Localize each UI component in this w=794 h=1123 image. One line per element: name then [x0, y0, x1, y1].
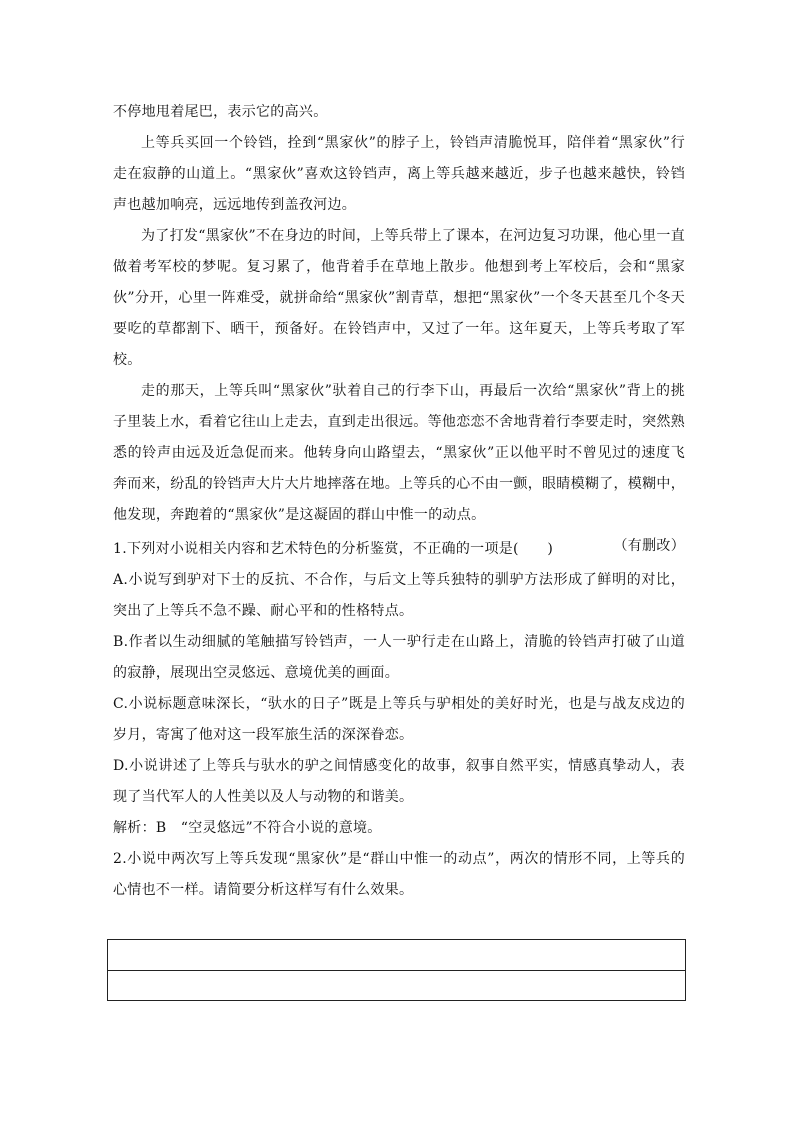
story-paragraph-2: 为了打发“黑家伙”不在身边的时间，上等兵带上了课本，在河边复习功课，他心里一直做着考军校的梦呢。复习累了，他背着手在草地上散步。他想到考上军校后，会和“黑家伙”分开，心里一阵难受，就拼命给“黑家伙”割青草，想把“黑家伙”一个冬天甚至几个冬天要吃的草都割下、晒干，预备好。在铃铛声中，又过了一年。这年夏天，上等兵考取了军校。 — [113, 228, 686, 368]
question-1-stem: 1.下列对小说相关内容和艺术特色的分析鉴赏，不正确的一项是( ) — [113, 541, 554, 557]
story-paragraph-0: 不停地甩着尾巴，表示它的高兴。 — [113, 104, 328, 120]
story-paragraph-3: 走的那天，上等兵叫“黑家伙”驮着自己的行李下山，再最后一次给“黑家伙”背上的挑子里装上水，看着它往山上走去，直到走出很远。等他恋恋不舍地背着行李要走时，突然熟悉的铃声由远及近急促而来。他转身向山路望去，“黑家伙”正以他平时不曾见过的速度飞奔而来，纷乱的铃铛声大片大片地摔落在地。上等兵的心不由一颤，眼睛模糊了，模糊中，他发现，奔跑着的“黑家伙”是这凝固的群山中惟一的动点。 — [113, 383, 685, 523]
answer-line[interactable] — [108, 971, 685, 1002]
question-1-analysis: 解析：B “空灵悠远”不符合小说的意境。 — [113, 820, 382, 836]
question-1-option-b: B.作者以生动细腻的笔触描写铃铛声，一人一驴行走在山路上，清脆的铃铛声打破了山道的寂静，展现出空灵悠远、意境优美的画面。 — [113, 634, 685, 681]
answer-line[interactable] — [108, 940, 685, 971]
story-excerpt — [113, 97, 685, 562]
question-1-option-c: C.小说标题意味深长，“驮水的日子”既是上等兵与驴相处的美好时光，也是与战友戍边的岁月，寄寓了他对这一段军旅生活的深深眷恋。 — [113, 696, 685, 743]
answer-box[interactable] — [107, 939, 686, 1001]
question-1-option-d: D.小说讲述了上等兵与驮水的驴之间情感变化的故事，叙事自然平实，情感真挚动人，表现了当代军人的人性美以及人与动物的和谐美。 — [113, 758, 685, 805]
questions-section — [113, 534, 685, 906]
question-2-stem: 2.小说中两次写上等兵发现“黑家伙”是“群山中惟一的动点”，两次的情形不同，上等兵的心情也不一样。请简要分析这样写有什么效果。 — [113, 851, 685, 898]
story-paragraph-1: 上等兵买回一个铃铛，拴到“黑家伙”的脖子上，铃铛声清脆悦耳，陪伴着“黑家伙”行走在寂静的山道上。“黑家伙”喜欢这铃铛声，离上等兵越来越近，步子也越来越快，铃铛声也越加响亮，远远地传到盖孜河边。 — [113, 135, 685, 213]
source-note: （有删改） — [613, 538, 685, 554]
question-1-option-a: A.小说写到驴对下士的反抗、不合作，与后文上等兵独特的驯驴方法形成了鲜明的对比，突出了上等兵不急不躁、耐心平和的性格特点。 — [113, 572, 685, 619]
